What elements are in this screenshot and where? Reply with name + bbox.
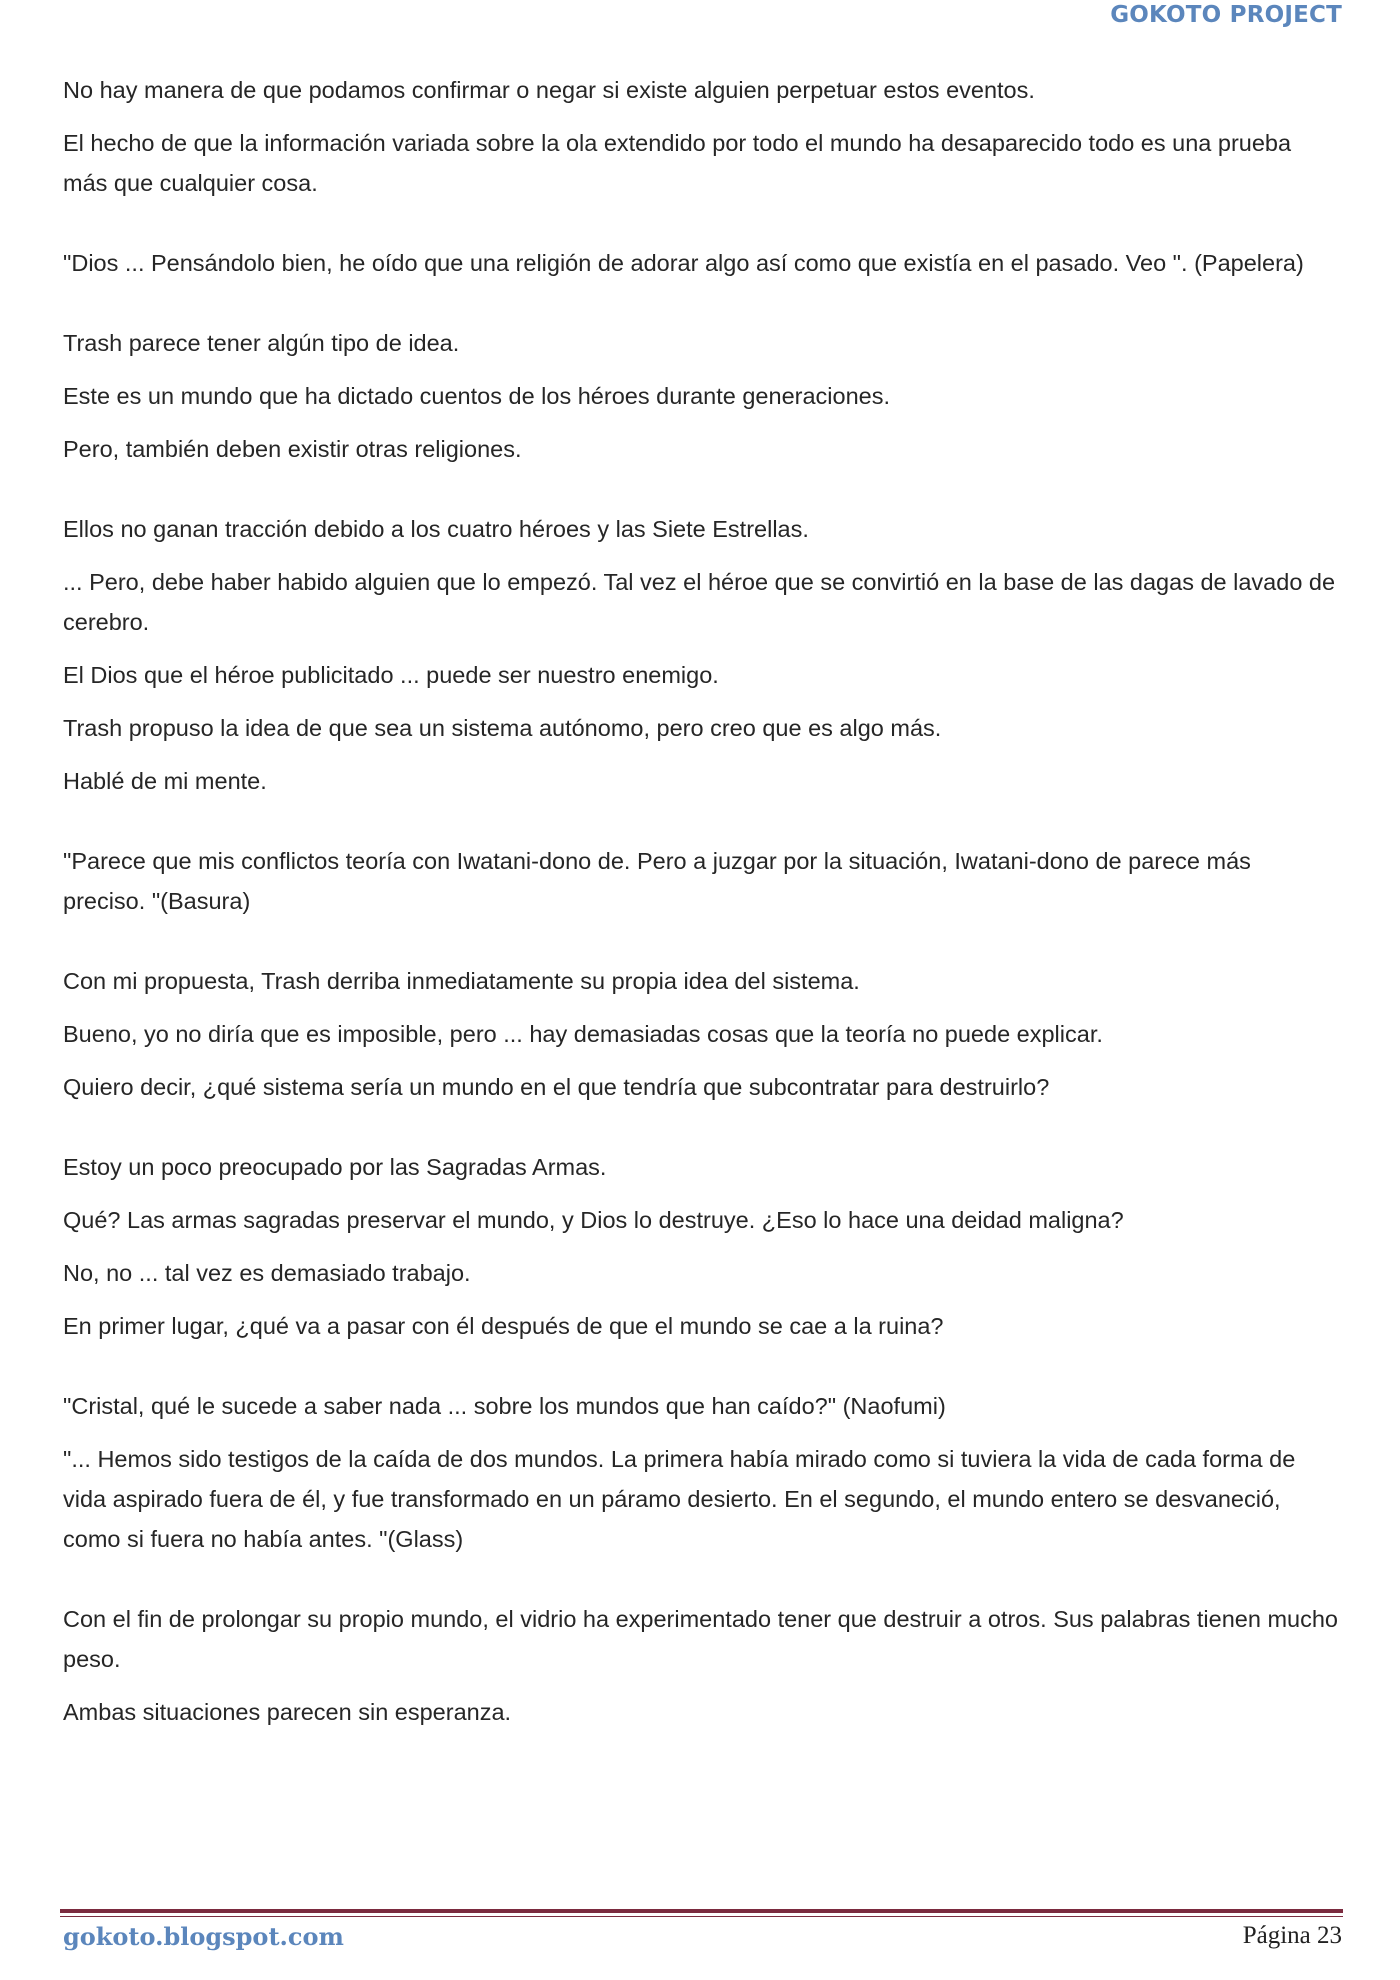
paragraph: El Dios que el héroe publicitado ... puede ser nuestro enemigo. <box>63 662 719 688</box>
page-number: Página 23 <box>1242 1922 1342 1949</box>
paragraph: "Parece que mis conflictos teoría con Iwatani-dono de. Pero a juzgar por la situación, Iwatani-dono de parece más preciso. "(Basura) <box>63 848 1251 914</box>
document-body <box>63 70 1338 1745</box>
header-brand: GOKOTO PROJECT <box>1110 2 1342 28</box>
paragraph: Pero, también deben existir otras religiones. <box>63 436 522 462</box>
paragraph: Con mi propuesta, Trash derriba inmediatamente su propia idea del sistema. <box>63 968 860 994</box>
paragraph: Este es un mundo que ha dictado cuentos de los héroes durante generaciones. <box>63 383 890 409</box>
paragraph: "Cristal, qué le sucede a saber nada ... sobre los mundos que han caído?" (Naofumi) <box>63 1393 946 1419</box>
footer-divider <box>60 1909 1343 1913</box>
paragraph: Estoy un poco preocupado por las Sagradas Armas. <box>63 1154 607 1180</box>
paragraph: Bueno, yo no diría que es imposible, pero ... hay demasiadas cosas que la teoría no puede explicar. <box>63 1021 1103 1047</box>
paragraph: Qué? Las armas sagradas preservar el mundo, y Dios lo destruye. ¿Eso lo hace una deidad maligna? <box>63 1207 1124 1233</box>
paragraph: Ambas situaciones parecen sin esperanza. <box>63 1699 512 1725</box>
paragraph: Trash parece tener algún tipo de idea. <box>63 330 460 356</box>
paragraph: Ellos no ganan tracción debido a los cuatro héroes y las Siete Estrellas. <box>63 516 809 542</box>
paragraph: ... Pero, debe haber habido alguien que lo empezó. Tal vez el héroe que se convirtió en la base de las dagas de lavado de cerebro. <box>63 569 1336 635</box>
paragraph: "Dios ... Pensándolo bien, he oído que una religión de adorar algo así como que existía en el pasado. Veo ". (Papelera) <box>63 250 1304 276</box>
footer-site-link[interactable]: gokoto.blogspot.com <box>63 1922 344 1951</box>
paragraph: El hecho de que la información variada sobre la ola extendido por todo el mundo ha desaparecido todo es una prueba más que cualquier cosa. <box>63 130 1292 196</box>
paragraph: No, no ... tal vez es demasiado trabajo. <box>63 1260 471 1286</box>
paragraph: Quiero decir, ¿qué sistema sería un mundo en el que tendría que subcontratar para destruirlo? <box>63 1074 1050 1100</box>
footer-divider-thin <box>60 1916 1343 1917</box>
paragraph: "... Hemos sido testigos de la caída de dos mundos. La primera había mirado como si tuviera la vida de cada forma de vida aspirado fuera de él, y fue transformado en un páramo desierto. En el segundo, el mundo entero se desvaneció, como si fuera no había antes. "(Glass) <box>63 1446 1296 1552</box>
paragraph: Con el fin de prolongar su propio mundo, el vidrio ha experimentado tener que destruir a otros. Sus palabras tienen mucho peso. <box>63 1606 1338 1672</box>
paragraph: No hay manera de que podamos confirmar o negar si existe alguien perpetuar estos eventos. <box>63 77 1035 103</box>
paragraph: Trash propuso la idea de que sea un sistema autónomo, pero creo que es algo más. <box>63 715 942 741</box>
paragraph: En primer lugar, ¿qué va a pasar con él después de que el mundo se cae a la ruina? <box>63 1313 944 1339</box>
paragraph: Hablé de mi mente. <box>63 768 267 794</box>
